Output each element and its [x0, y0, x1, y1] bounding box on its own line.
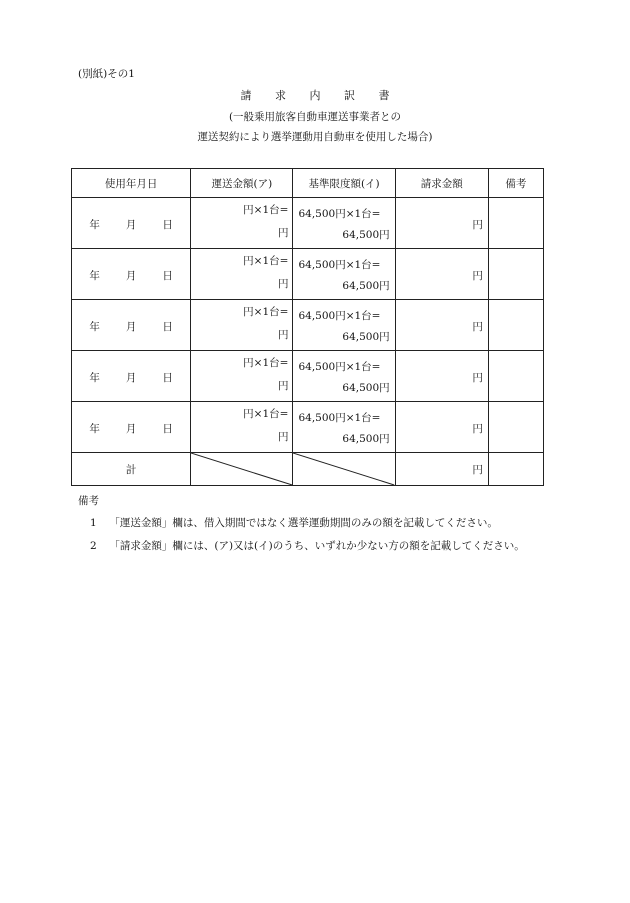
table-row — [72, 300, 544, 351]
total-remarks-cell[interactable] — [488, 453, 543, 486]
day-label: 日 — [162, 270, 173, 282]
base-result: 64,500円 — [342, 280, 390, 292]
claim-yen: 円 — [472, 423, 483, 435]
remarks-cell[interactable] — [488, 198, 543, 249]
transport-result: 円 — [277, 431, 289, 443]
base-result: 64,500円 — [342, 331, 390, 343]
claim-yen: 円 — [472, 219, 483, 231]
transport-formula: 円×1台= — [243, 306, 289, 318]
month-label: 月 — [125, 423, 137, 435]
table-row — [72, 249, 544, 300]
note-number: 2 — [90, 540, 97, 552]
note-text: 「請求金額」欄には、(ア)又は(イ)のうち、いずれか少ない方の額を記載してください。 — [109, 540, 525, 552]
date-cell[interactable] — [72, 300, 191, 351]
notes-heading: 備考 — [78, 495, 99, 507]
table-row — [72, 198, 544, 249]
header-remarks: 備考 — [488, 169, 543, 198]
total-base-cell-struck — [293, 453, 395, 486]
transport-result: 円 — [277, 227, 289, 239]
base-formula: 64,500円×1台= — [298, 208, 381, 220]
transport-amount-cell[interactable] — [191, 402, 293, 453]
date-cell[interactable] — [72, 402, 191, 453]
base-limit-cell — [293, 300, 395, 351]
transport-result: 円 — [277, 329, 289, 341]
total-label: 計 — [125, 464, 137, 476]
title-char: 内 — [309, 89, 321, 102]
base-limit-cell — [293, 249, 395, 300]
year-label: 年 — [89, 423, 100, 435]
date-cell[interactable] — [72, 198, 191, 249]
month-label: 月 — [125, 372, 137, 384]
table-header-row — [72, 169, 544, 198]
table-row — [72, 402, 544, 453]
total-claim-yen: 円 — [472, 464, 483, 476]
header-base-limit: 基準限度額(イ) — [293, 169, 395, 198]
table-row — [72, 351, 544, 402]
transport-amount-cell[interactable] — [191, 300, 293, 351]
year-label: 年 — [89, 219, 100, 231]
total-claim-cell[interactable] — [395, 453, 488, 486]
header-usage-date: 使用年月日 — [72, 169, 191, 198]
total-label-cell — [72, 453, 191, 486]
note-text: 「運送金額」欄は、借入期間ではなく選挙運動期間のみの額を記載してください。 — [109, 517, 498, 529]
diagonal-strike-line — [191, 453, 292, 485]
date-cell[interactable] — [72, 351, 191, 402]
document-title — [0, 87, 630, 103]
year-label: 年 — [89, 372, 100, 384]
transport-amount-cell[interactable] — [191, 351, 293, 402]
remarks-cell[interactable] — [488, 351, 543, 402]
claim-amount-cell[interactable] — [395, 402, 488, 453]
note-item — [90, 515, 498, 530]
base-limit-cell — [293, 351, 395, 402]
claim-amount-cell[interactable] — [395, 351, 488, 402]
transport-formula: 円×1台= — [243, 357, 289, 369]
base-formula: 64,500円×1台= — [298, 310, 381, 322]
subtitle-line-2: 運送契約により選挙運動用自動車を使用した場合) — [197, 131, 433, 143]
transport-formula: 円×1台= — [243, 204, 289, 216]
base-formula: 64,500円×1台= — [298, 361, 381, 373]
annex-label: (別紙)その1 — [78, 68, 135, 80]
transport-result: 円 — [277, 278, 289, 290]
transport-result: 円 — [277, 380, 289, 392]
date-cell[interactable] — [72, 249, 191, 300]
subtitle-line-1: (一般乗用旅客自動車運送事業者との — [228, 111, 402, 123]
header-claim-amount: 請求金額 — [395, 169, 488, 198]
claim-yen: 円 — [472, 270, 483, 282]
diagonal-strike-line — [293, 453, 394, 485]
day-label: 日 — [162, 423, 173, 435]
note-number: 1 — [90, 517, 97, 529]
claim-yen: 円 — [472, 321, 483, 333]
claim-amount-cell[interactable] — [395, 300, 488, 351]
month-label: 月 — [125, 219, 137, 231]
title-char: 訳 — [344, 89, 355, 102]
day-label: 日 — [162, 372, 173, 384]
note-item — [90, 538, 525, 553]
base-result: 64,500円 — [342, 433, 390, 445]
claim-yen: 円 — [472, 372, 483, 384]
month-label: 月 — [125, 321, 137, 333]
base-limit-cell — [293, 198, 395, 249]
total-transport-cell-struck — [191, 453, 293, 486]
base-formula: 64,500円×1台= — [298, 259, 381, 271]
base-result: 64,500円 — [342, 382, 390, 394]
total-row — [72, 453, 544, 486]
base-result: 64,500円 — [342, 229, 390, 241]
year-label: 年 — [89, 321, 100, 333]
base-formula: 64,500円×1台= — [298, 412, 381, 424]
day-label: 日 — [162, 321, 173, 333]
title-char: 請 — [240, 89, 252, 102]
title-char: 求 — [275, 89, 286, 102]
remarks-cell[interactable] — [488, 249, 543, 300]
header-transport-amount: 運送金額(ア) — [191, 169, 293, 198]
day-label: 日 — [162, 219, 173, 231]
transport-formula: 円×1台= — [243, 255, 289, 267]
month-label: 月 — [125, 270, 137, 282]
transport-formula: 円×1台= — [243, 408, 289, 420]
transport-amount-cell[interactable] — [191, 249, 293, 300]
claim-amount-cell[interactable] — [395, 249, 488, 300]
year-label: 年 — [89, 270, 100, 282]
remarks-cell[interactable] — [488, 300, 543, 351]
remarks-cell[interactable] — [488, 402, 543, 453]
claim-amount-cell[interactable] — [395, 198, 488, 249]
claim-breakdown-table — [71, 168, 544, 486]
transport-amount-cell[interactable] — [191, 198, 293, 249]
base-limit-cell — [293, 402, 395, 453]
title-char: 書 — [378, 89, 390, 102]
